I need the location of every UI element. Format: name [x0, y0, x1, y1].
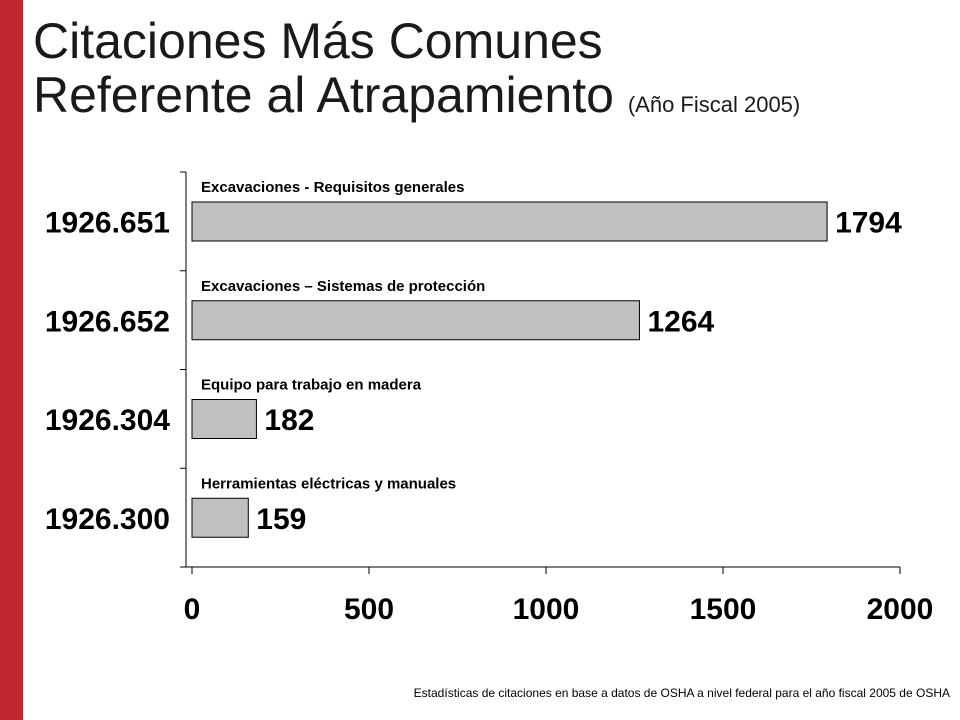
- bar: [192, 400, 256, 439]
- title-fiscal-year: (Año Fiscal 2005): [627, 92, 801, 117]
- x-tick-label: 1500: [689, 593, 757, 626]
- x-tick-label: 500: [343, 593, 395, 626]
- bar-value-label: 1264: [647, 305, 715, 339]
- y-category-label: 1926.304: [44, 404, 170, 437]
- bar-value-label: 182: [264, 404, 315, 437]
- bar-description-label: Excavaciones – Sistemas de protección: [201, 277, 486, 295]
- bar-value-label: 159: [256, 502, 307, 536]
- bar-value-label: 1794: [835, 206, 902, 240]
- bar-description-label: Equipo para trabajo en madera: [201, 376, 422, 394]
- x-tick-label: 0: [183, 593, 201, 626]
- y-category-label: 1926.651: [44, 206, 170, 240]
- y-category-label: 1926.300: [44, 502, 170, 536]
- x-tick-label: 2000: [866, 593, 934, 626]
- x-tick-label: 1000: [512, 593, 580, 626]
- bar: [192, 301, 639, 340]
- bar: [192, 202, 827, 241]
- title-line-1: Citaciones Más Comunes: [33, 13, 603, 69]
- y-category-label: 1926.652: [44, 305, 170, 339]
- source-footnote: Estadísticas de citaciones en base a datos de OSHA a nivel federal para el año fiscal 2005 de OSHA: [413, 686, 950, 700]
- bar: [192, 498, 248, 537]
- title-line-2: Referente al Atrapamiento: [33, 67, 614, 123]
- bar-description-label: Herramientas eléctricas y manuales: [201, 475, 457, 493]
- bar-description-label: Excavaciones - Requisitos generales: [201, 179, 465, 196]
